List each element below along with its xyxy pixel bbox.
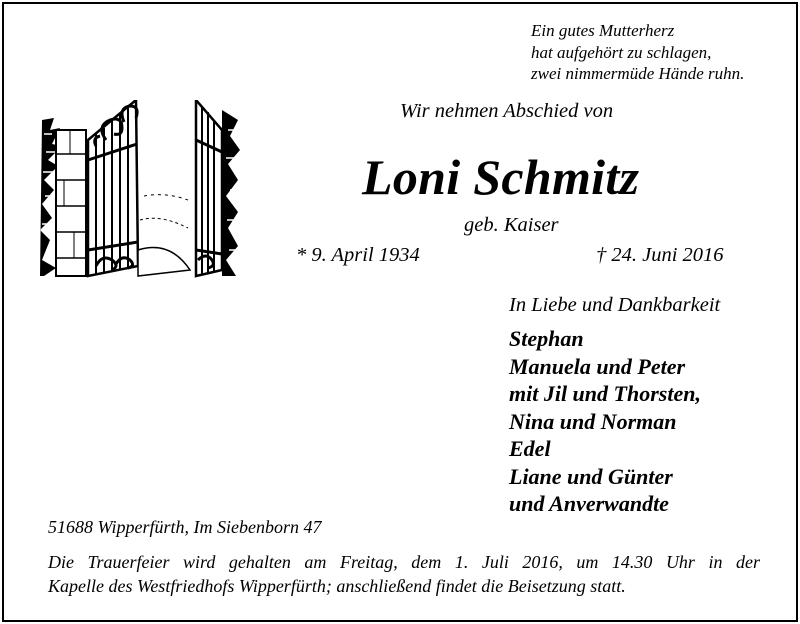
poem-line-2: hat aufgehört zu schlagen, (531, 42, 712, 62)
poem-line-3: zwei nimmermüde Hände ruhn. (531, 64, 745, 83)
mourner-name: Nina und Norman (509, 408, 677, 434)
mourner-name: Stephan (509, 326, 584, 351)
mourner-name: und Anverwandte (509, 491, 669, 516)
maiden-name: geb. Kaiser (464, 214, 559, 236)
funeral-notice-line-2: Kapelle des Westfriedhofs Wipperfürth; anschließend findet die Beisetzung statt. (48, 576, 626, 596)
poem-line-1: Ein gutes Mutterherz (531, 21, 675, 40)
mourner-name: Liane und Günter (509, 463, 673, 489)
mourner-name: Edel (509, 436, 551, 461)
mourner-name: Manuela und Peter (509, 353, 686, 379)
address: 51688 Wipperfürth, Im Siebenborn 47 (48, 517, 322, 537)
funeral-notice (48, 550, 760, 598)
poem (531, 20, 744, 85)
funeral-notice-line-1: Die Trauerfeier wird gehalten am Freitag, dem 1. Juli 2016, um 14.30 Uhr in der (48, 552, 760, 572)
cemetery-gate-icon (40, 100, 240, 280)
mourners-intro: In Liebe und Dankbarkeit (509, 294, 721, 316)
deceased-name: Loni Schmitz (362, 149, 640, 205)
birth-date: * 9. April 1934 (296, 244, 420, 266)
mourner-name: mit Jil und Thorsten, (509, 381, 701, 406)
farewell-intro: Wir nehmen Abschied von (400, 100, 614, 122)
mourners-list (509, 325, 701, 518)
death-date: † 24. Juni 2016 (596, 244, 724, 266)
